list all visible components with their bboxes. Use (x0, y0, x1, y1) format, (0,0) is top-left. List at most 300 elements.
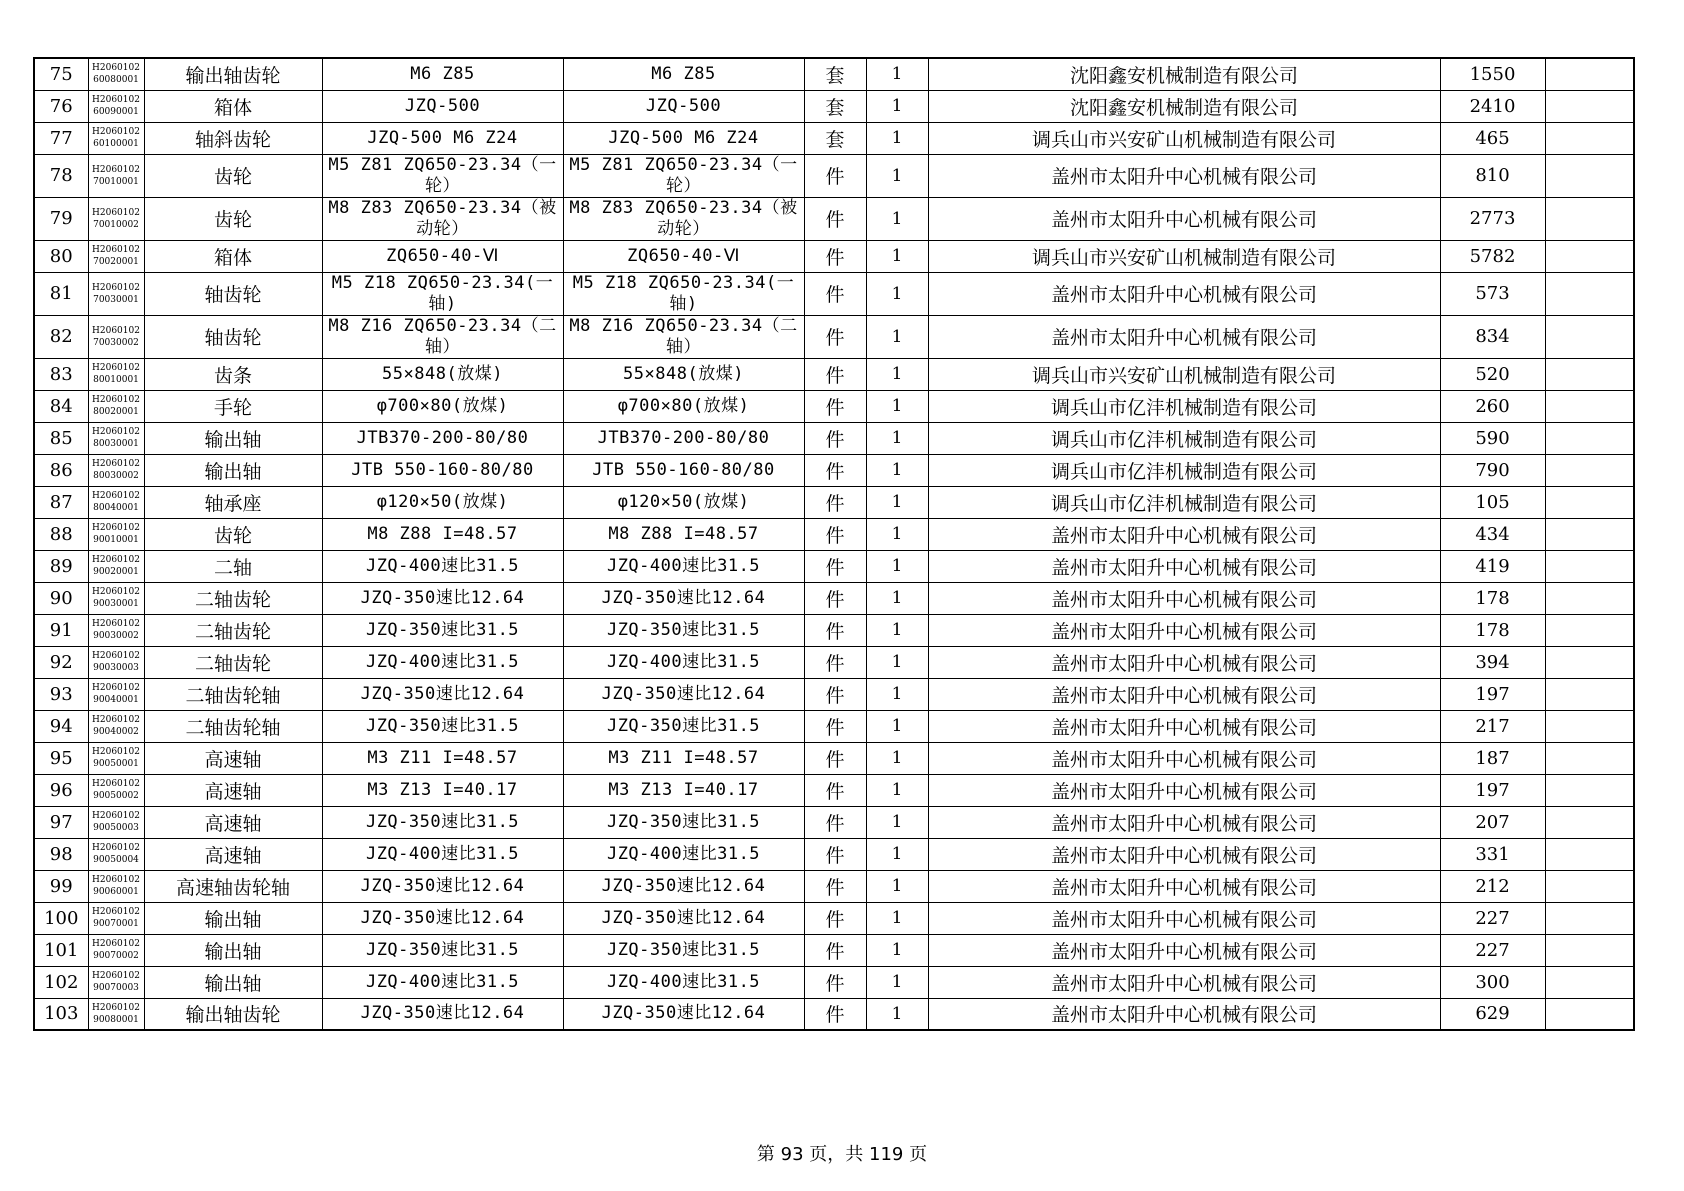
part-spec-text: JZQ-400速比31.5 (365, 555, 520, 576)
part-spec-text: JZQ-500 M6 Z24 (367, 127, 518, 148)
unit: 件 (804, 838, 866, 870)
remark (1545, 742, 1634, 774)
table-row (34, 122, 1634, 154)
part-name: 高速轴 (144, 774, 322, 806)
part-model (563, 774, 804, 806)
unit-price: 212 (1440, 870, 1545, 902)
part-spec-text: φ700×80(放煤) (376, 395, 509, 416)
part-model-text: M5 Z18 ZQ650-23.34(一轴) (572, 272, 795, 314)
remark (1545, 422, 1634, 454)
unit: 件 (804, 998, 866, 1030)
quantity: 1 (866, 486, 928, 518)
row-number: 86 (34, 454, 88, 486)
part-name: 齿条 (144, 358, 322, 390)
part-spec (322, 678, 563, 710)
material-code: H2060102 70010002 (88, 197, 144, 240)
quantity: 1 (866, 774, 928, 806)
row-number: 80 (34, 240, 88, 272)
part-spec-text: JZQ-350速比12.64 (360, 875, 525, 896)
unit: 件 (804, 486, 866, 518)
quantity: 1 (866, 240, 928, 272)
part-name: 输出轴 (144, 422, 322, 454)
remark (1545, 710, 1634, 742)
unit-price: 434 (1440, 518, 1545, 550)
row-number: 89 (34, 550, 88, 582)
supplier: 盖州市太阳升中心机械有限公司 (928, 934, 1440, 966)
part-spec (322, 154, 563, 197)
part-model-text: M8 Z83 ZQ650-23.34（被动轮） (569, 197, 798, 239)
row-number: 100 (34, 902, 88, 934)
part-model (563, 902, 804, 934)
part-model (563, 240, 804, 272)
material-code: H2060102 80030001 (88, 422, 144, 454)
part-name: 手轮 (144, 390, 322, 422)
remark (1545, 358, 1634, 390)
part-spec (322, 966, 563, 998)
part-spec-text: JZQ-400速比31.5 (365, 651, 520, 672)
part-model (563, 806, 804, 838)
supplier: 盖州市太阳升中心机械有限公司 (928, 774, 1440, 806)
part-spec (322, 550, 563, 582)
remark (1545, 197, 1634, 240)
remark (1545, 614, 1634, 646)
table-row (34, 646, 1634, 678)
supplier: 调兵山市亿沣机械制造有限公司 (928, 486, 1440, 518)
row-number: 81 (34, 272, 88, 315)
unit-price: 105 (1440, 486, 1545, 518)
material-code: H2060102 70020001 (88, 240, 144, 272)
part-spec-text: JZQ-400速比31.5 (365, 843, 520, 864)
part-name: 二轴齿轮轴 (144, 710, 322, 742)
supplier: 调兵山市亿沣机械制造有限公司 (928, 422, 1440, 454)
part-spec (322, 806, 563, 838)
quantity: 1 (866, 358, 928, 390)
unit: 件 (804, 390, 866, 422)
part-model (563, 122, 804, 154)
remark (1545, 122, 1634, 154)
part-model (563, 518, 804, 550)
remark (1545, 678, 1634, 710)
part-spec-text: JZQ-400速比31.5 (365, 971, 520, 992)
table-row (34, 550, 1634, 582)
part-name: 二轴齿轮 (144, 646, 322, 678)
part-spec (322, 838, 563, 870)
part-model (563, 486, 804, 518)
part-model-text: JZQ-500 (645, 95, 722, 116)
unit-price: 1550 (1440, 58, 1545, 90)
part-spec-text: JZQ-350速比12.64 (360, 587, 525, 608)
remark (1545, 998, 1634, 1030)
remark (1545, 486, 1634, 518)
unit: 套 (804, 58, 866, 90)
remark (1545, 240, 1634, 272)
remark (1545, 154, 1634, 197)
material-code: H2060102 90070003 (88, 966, 144, 998)
row-number: 93 (34, 678, 88, 710)
table-row (34, 742, 1634, 774)
remark (1545, 966, 1634, 998)
part-name: 轴承座 (144, 486, 322, 518)
part-spec (322, 646, 563, 678)
table-row (34, 678, 1634, 710)
material-code: H2060102 90060001 (88, 870, 144, 902)
material-code: H2060102 80040001 (88, 486, 144, 518)
table-row (34, 614, 1634, 646)
supplier: 调兵山市亿沣机械制造有限公司 (928, 390, 1440, 422)
part-spec-text: M8 Z16 ZQ650-23.34（二轴） (328, 315, 557, 357)
part-spec (322, 486, 563, 518)
supplier: 盖州市太阳升中心机械有限公司 (928, 966, 1440, 998)
row-number: 79 (34, 197, 88, 240)
part-spec-text: JZQ-350速比31.5 (365, 619, 520, 640)
part-spec (322, 742, 563, 774)
row-number: 90 (34, 582, 88, 614)
quantity: 1 (866, 422, 928, 454)
quantity: 1 (866, 710, 928, 742)
row-number: 85 (34, 422, 88, 454)
unit: 件 (804, 240, 866, 272)
quantity: 1 (866, 154, 928, 197)
part-name: 箱体 (144, 90, 322, 122)
material-code: H2060102 90030003 (88, 646, 144, 678)
part-spec-text: JZQ-350速比31.5 (365, 715, 520, 736)
quantity: 1 (866, 678, 928, 710)
unit-price: 227 (1440, 934, 1545, 966)
row-number: 94 (34, 710, 88, 742)
unit-price: 810 (1440, 154, 1545, 197)
unit: 件 (804, 710, 866, 742)
part-spec (322, 870, 563, 902)
material-code: H2060102 90030002 (88, 614, 144, 646)
supplier: 盖州市太阳升中心机械有限公司 (928, 742, 1440, 774)
part-name: 高速轴 (144, 742, 322, 774)
remark (1545, 838, 1634, 870)
material-code: H2060102 70030001 (88, 272, 144, 315)
supplier: 盖州市太阳升中心机械有限公司 (928, 710, 1440, 742)
material-code: H2060102 90050002 (88, 774, 144, 806)
unit-price: 300 (1440, 966, 1545, 998)
part-model-text: JZQ-350速比31.5 (606, 619, 761, 640)
table-row (34, 934, 1634, 966)
quantity: 1 (866, 390, 928, 422)
quantity: 1 (866, 646, 928, 678)
material-code: H2060102 90040002 (88, 710, 144, 742)
row-number: 75 (34, 58, 88, 90)
part-spec (322, 998, 563, 1030)
table-row (34, 518, 1634, 550)
part-name: 箱体 (144, 240, 322, 272)
unit: 件 (804, 582, 866, 614)
table-row (34, 966, 1634, 998)
part-name: 二轴 (144, 550, 322, 582)
part-model-text: ZQ650-40-Ⅵ (627, 245, 740, 266)
unit: 件 (804, 197, 866, 240)
part-spec-text: JZQ-350速比12.64 (360, 907, 525, 928)
quantity: 1 (866, 998, 928, 1030)
unit-price: 465 (1440, 122, 1545, 154)
part-model (563, 358, 804, 390)
row-number: 102 (34, 966, 88, 998)
table-row (34, 90, 1634, 122)
part-model-text: M6 Z85 (651, 63, 716, 84)
unit-price: 2410 (1440, 90, 1545, 122)
table-row (34, 454, 1634, 486)
material-code: H2060102 70030002 (88, 315, 144, 358)
parts-price-table (33, 57, 1635, 1031)
part-spec-text: 55×848(放煤) (382, 363, 503, 384)
material-code: H2060102 60090001 (88, 90, 144, 122)
part-model-text: JZQ-350速比31.5 (606, 811, 761, 832)
supplier: 盖州市太阳升中心机械有限公司 (928, 646, 1440, 678)
material-code: H2060102 90070002 (88, 934, 144, 966)
row-number: 84 (34, 390, 88, 422)
part-name: 输出轴 (144, 454, 322, 486)
part-model-text: 55×848(放煤) (623, 363, 744, 384)
part-spec (322, 358, 563, 390)
material-code: H2060102 90050003 (88, 806, 144, 838)
supplier: 沈阳鑫安机械制造有限公司 (928, 58, 1440, 90)
part-name: 输出轴 (144, 966, 322, 998)
row-number: 97 (34, 806, 88, 838)
unit-price: 187 (1440, 742, 1545, 774)
part-name: 高速轴 (144, 838, 322, 870)
part-model-text: JZQ-350速比31.5 (606, 715, 761, 736)
quantity: 1 (866, 122, 928, 154)
supplier: 盖州市太阳升中心机械有限公司 (928, 197, 1440, 240)
unit: 件 (804, 806, 866, 838)
part-model-text: M5 Z81 ZQ650-23.34（一轮） (569, 154, 798, 196)
supplier: 盖州市太阳升中心机械有限公司 (928, 550, 1440, 582)
part-model-text: φ700×80(放煤) (617, 395, 750, 416)
row-number: 92 (34, 646, 88, 678)
unit: 件 (804, 550, 866, 582)
supplier: 盖州市太阳升中心机械有限公司 (928, 678, 1440, 710)
part-model-text: JZQ-350速比12.64 (601, 907, 766, 928)
part-model (563, 550, 804, 582)
material-code: H2060102 90080001 (88, 998, 144, 1030)
part-spec-text: JZQ-350速比31.5 (365, 811, 520, 832)
page-footer: 第 93 页，共 119 页 (756, 1144, 928, 1165)
part-model-text: φ120×50(放煤) (617, 491, 750, 512)
table-row (34, 422, 1634, 454)
quantity: 1 (866, 58, 928, 90)
part-name: 输出轴齿轮 (144, 58, 322, 90)
part-model (563, 582, 804, 614)
part-name: 高速轴齿轮轴 (144, 870, 322, 902)
part-name: 输出轴 (144, 934, 322, 966)
remark (1545, 902, 1634, 934)
quantity: 1 (866, 806, 928, 838)
part-spec (322, 390, 563, 422)
part-spec (322, 902, 563, 934)
row-number: 88 (34, 518, 88, 550)
part-model-text: JZQ-400速比31.5 (606, 651, 761, 672)
unit-price: 178 (1440, 614, 1545, 646)
unit: 件 (804, 614, 866, 646)
remark (1545, 934, 1634, 966)
quantity: 1 (866, 902, 928, 934)
remark (1545, 582, 1634, 614)
unit: 套 (804, 90, 866, 122)
quantity: 1 (866, 742, 928, 774)
table-row (34, 358, 1634, 390)
material-code: H2060102 90050001 (88, 742, 144, 774)
supplier: 盖州市太阳升中心机械有限公司 (928, 582, 1440, 614)
remark (1545, 806, 1634, 838)
part-spec (322, 582, 563, 614)
row-number: 103 (34, 998, 88, 1030)
part-name: 齿轮 (144, 518, 322, 550)
supplier: 盖州市太阳升中心机械有限公司 (928, 272, 1440, 315)
remark (1545, 390, 1634, 422)
unit: 件 (804, 646, 866, 678)
table-row (34, 315, 1634, 358)
unit: 件 (804, 966, 866, 998)
part-name: 输出轴 (144, 902, 322, 934)
supplier: 盖州市太阳升中心机械有限公司 (928, 614, 1440, 646)
part-spec (322, 240, 563, 272)
remark (1545, 454, 1634, 486)
unit: 件 (804, 934, 866, 966)
part-name: 二轴齿轮轴 (144, 678, 322, 710)
unit: 件 (804, 742, 866, 774)
part-name: 齿轮 (144, 197, 322, 240)
part-model-text: JZQ-400速比31.5 (606, 971, 761, 992)
supplier: 调兵山市亿沣机械制造有限公司 (928, 454, 1440, 486)
unit-price: 260 (1440, 390, 1545, 422)
part-model (563, 422, 804, 454)
table-row (34, 240, 1634, 272)
part-spec-text: M3 Z13 I=40.17 (367, 779, 518, 800)
part-spec-text: M8 Z88 I=48.57 (367, 523, 518, 544)
supplier: 盖州市太阳升中心机械有限公司 (928, 806, 1440, 838)
unit-price: 331 (1440, 838, 1545, 870)
unit: 件 (804, 518, 866, 550)
material-code: H2060102 90070001 (88, 902, 144, 934)
supplier: 盖州市太阳升中心机械有限公司 (928, 315, 1440, 358)
unit-price: 227 (1440, 902, 1545, 934)
unit-price: 520 (1440, 358, 1545, 390)
row-number: 78 (34, 154, 88, 197)
part-model (563, 454, 804, 486)
part-spec-text: JZQ-350速比12.64 (360, 1003, 525, 1024)
table-row (34, 486, 1634, 518)
table-row (34, 582, 1634, 614)
part-model (563, 838, 804, 870)
row-number: 83 (34, 358, 88, 390)
remark (1545, 774, 1634, 806)
material-code: H2060102 90030001 (88, 582, 144, 614)
row-number: 91 (34, 614, 88, 646)
quantity: 1 (866, 518, 928, 550)
remark (1545, 90, 1634, 122)
unit: 件 (804, 358, 866, 390)
part-spec-text: JZQ-500 (404, 95, 481, 116)
remark (1545, 58, 1634, 90)
remark (1545, 550, 1634, 582)
part-model (563, 678, 804, 710)
part-spec-text: M5 Z81 ZQ650-23.34（一轮） (328, 154, 557, 196)
part-name: 输出轴齿轮 (144, 998, 322, 1030)
unit: 件 (804, 774, 866, 806)
part-name: 齿轮 (144, 154, 322, 197)
quantity: 1 (866, 315, 928, 358)
part-spec-text: φ120×50(放煤) (376, 491, 509, 512)
quantity: 1 (866, 454, 928, 486)
quantity: 1 (866, 614, 928, 646)
part-spec-text: M6 Z85 (410, 63, 475, 84)
part-spec-text: M3 Z11 I=48.57 (367, 747, 518, 768)
supplier: 调兵山市兴安矿山机械制造有限公司 (928, 240, 1440, 272)
part-spec-text: ZQ650-40-Ⅵ (386, 245, 499, 266)
part-model (563, 710, 804, 742)
supplier: 沈阳鑫安机械制造有限公司 (928, 90, 1440, 122)
unit: 件 (804, 422, 866, 454)
part-model (563, 870, 804, 902)
table-row (34, 710, 1634, 742)
part-spec-text: M5 Z18 ZQ650-23.34(一轴) (331, 272, 554, 314)
part-name: 轴齿轮 (144, 315, 322, 358)
part-model-text: JZQ-350速比12.64 (601, 875, 766, 896)
part-spec (322, 614, 563, 646)
table-row (34, 58, 1634, 90)
material-code: H2060102 90010001 (88, 518, 144, 550)
material-code: H2060102 80020001 (88, 390, 144, 422)
part-model (563, 58, 804, 90)
row-number: 98 (34, 838, 88, 870)
part-spec (322, 774, 563, 806)
material-code: H2060102 90050004 (88, 838, 144, 870)
unit: 件 (804, 315, 866, 358)
quantity: 1 (866, 550, 928, 582)
part-model (563, 614, 804, 646)
part-spec (322, 90, 563, 122)
supplier: 盖州市太阳升中心机械有限公司 (928, 154, 1440, 197)
material-code: H2060102 60100001 (88, 122, 144, 154)
supplier: 调兵山市兴安矿山机械制造有限公司 (928, 122, 1440, 154)
part-name: 轴齿轮 (144, 272, 322, 315)
part-model-text: JZQ-500 M6 Z24 (608, 127, 759, 148)
row-number: 87 (34, 486, 88, 518)
part-model-text: JZQ-400速比31.5 (606, 843, 761, 864)
unit-price: 790 (1440, 454, 1545, 486)
quantity: 1 (866, 582, 928, 614)
part-model-text: M3 Z13 I=40.17 (608, 779, 759, 800)
part-name: 二轴齿轮 (144, 614, 322, 646)
unit-price: 217 (1440, 710, 1545, 742)
unit: 件 (804, 272, 866, 315)
part-spec-text: M8 Z83 ZQ650-23.34（被动轮） (328, 197, 557, 239)
unit-price: 197 (1440, 774, 1545, 806)
part-spec (322, 422, 563, 454)
part-model (563, 934, 804, 966)
part-spec (322, 518, 563, 550)
unit-price: 394 (1440, 646, 1545, 678)
unit: 件 (804, 678, 866, 710)
part-spec-text: JTB370-200-80/80 (356, 427, 529, 448)
unit: 件 (804, 902, 866, 934)
material-code: H2060102 90040001 (88, 678, 144, 710)
table-row (34, 838, 1634, 870)
row-number: 77 (34, 122, 88, 154)
remark (1545, 870, 1634, 902)
row-number: 76 (34, 90, 88, 122)
supplier: 盖州市太阳升中心机械有限公司 (928, 870, 1440, 902)
row-number: 82 (34, 315, 88, 358)
table-row (34, 197, 1634, 240)
part-model-text: JZQ-400速比31.5 (606, 555, 761, 576)
part-model (563, 90, 804, 122)
